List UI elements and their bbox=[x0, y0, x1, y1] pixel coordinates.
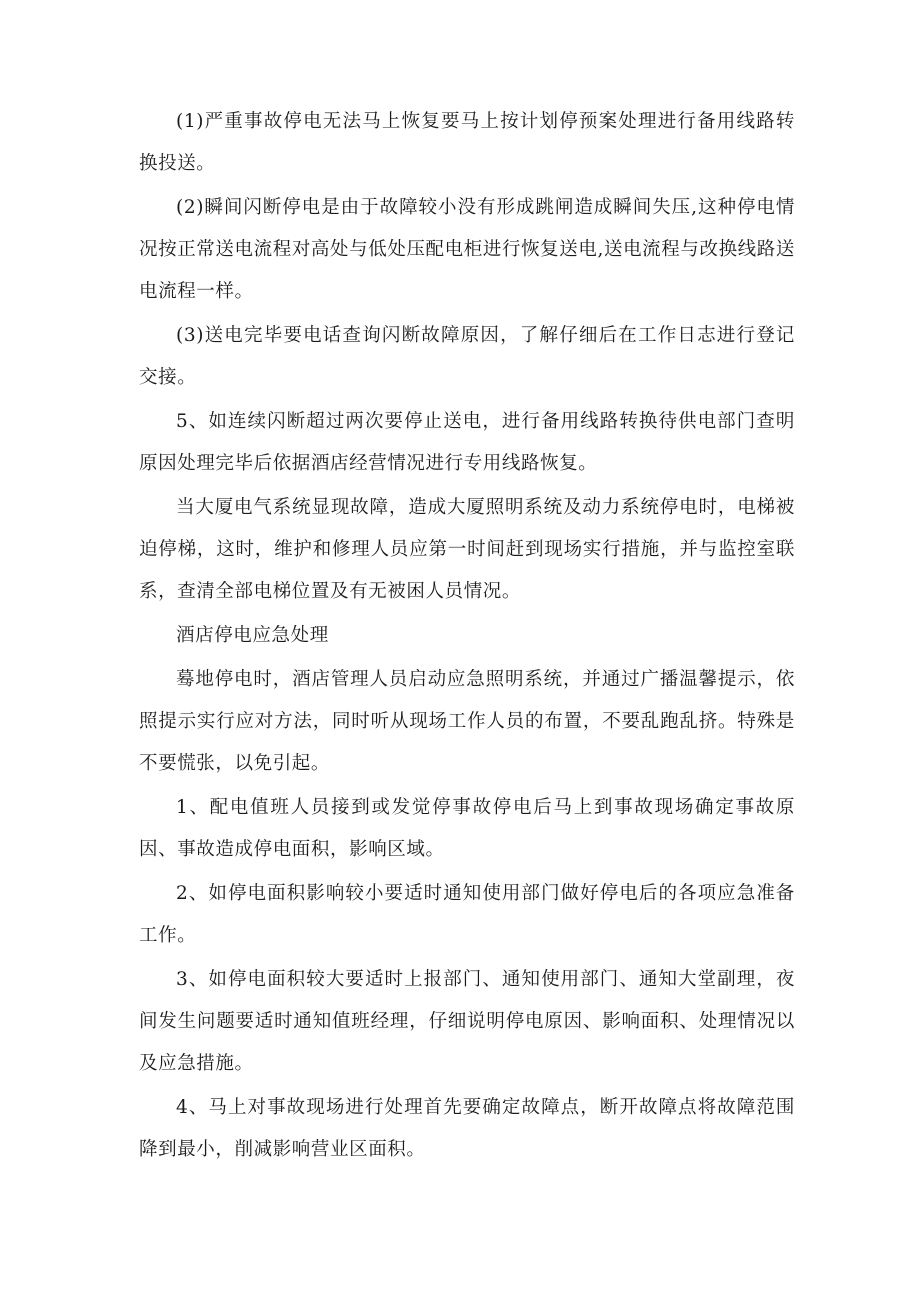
paragraph-7: 蓦地停电时，酒店管理人员启动应急照明系统，并通过广播温馨提示，依照提示实行应对方法，同时听从现场工作人员的布置，不要乱跑乱挤。特殊是不要慌张，以免引起。 bbox=[139, 669, 795, 774]
paragraph-10: 3、如停电面积较大要适时上报部门、通知使用部门、通知大堂副理，夜间发生问题要适时通知值班经理，仔细说明停电原因、影响面积、处理情况以及应急措施。 bbox=[139, 969, 795, 1074]
paragraph-1: (1)严重事故停电无法马上恢复要马上按计划停预案处理进行备用线路转换投送。 bbox=[139, 111, 795, 174]
paragraph-5: 当大厦电气系统显现故障，造成大厦照明系统及动力系统停电时，电梯被迫停梯，这时，维护和修理人员应第一时间赶到现场实行措施，并与监控室联系，查清全部电梯位置及有无被困人员情况。 bbox=[139, 497, 795, 602]
paragraph-9: 2、如停电面积影响较小要适时通知使用部门做好停电后的各项应急准备工作。 bbox=[139, 883, 795, 946]
paragraph-11: 4、马上对事故现场进行处理首先要确定故障点，断开故障点将故障范围降到最小，削减影响营业区面积。 bbox=[139, 1097, 795, 1160]
paragraph-4: 5、如连续闪断超过两次要停止送电，进行备用线路转换待供电部门查明原因处理完毕后依据酒店经营情况进行专用线路恢复。 bbox=[139, 411, 795, 474]
paragraph-2: (2)瞬间闪断停电是由于故障较小没有形成跳闸造成瞬间失压,这种停电情况按正常送电流程对高处与低处压配电柜进行恢复送电,送电流程与改换线路送电流程一样。 bbox=[139, 197, 795, 302]
section-heading: 酒店停电应急处理 bbox=[176, 625, 329, 646]
paragraph-3: (3)送电完毕要电话查询闪断故障原因，了解仔细后在工作日志进行登记交接。 bbox=[139, 325, 795, 388]
paragraph-8: 1、配电值班人员接到或发觉停事故停电后马上到事故现场确定事故原因、事故造成停电面积，影响区域。 bbox=[139, 797, 795, 860]
